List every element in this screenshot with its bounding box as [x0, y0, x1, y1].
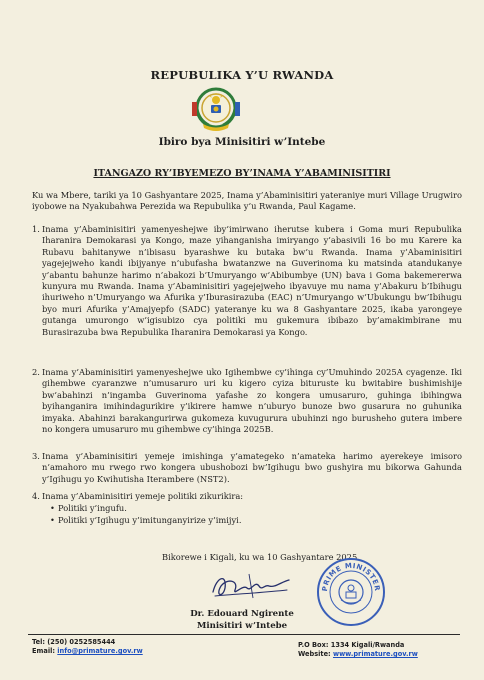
- list-item-4: [32, 491, 462, 526]
- list-item-number: 1.: [32, 224, 40, 234]
- email-link[interactable]: info@primature.gov.rw: [57, 647, 143, 655]
- po-box: P.O Box: 1334 Kigali/Rwanda: [298, 641, 405, 649]
- bullet-item: • Politiki y’ingufu.: [50, 503, 462, 514]
- list-item-2: [32, 367, 462, 435]
- list-item-number: 2.: [32, 367, 40, 377]
- signer-title: Minisitiri w’Intebe: [196, 621, 288, 631]
- signer-name: Dr. Edouard Ngirente: [190, 609, 294, 619]
- list-item-text: Inama y’Abaminisitiri yamenyeshejwe iby’imirwano iherutse kubera i Goma muri Repubulika Iharanira Demokarasi ya Kongo, maze yihanganisha imiryango y’abasivili 16 bo mu Karere ka Rubavu bahitanywe n’ibisasu byarashwe ku butaka bw’u Rwanda. Inama y’Abaminisitiri yagejejweho kandi ibijyanye n’ubufasha bwatanzwe na Guverinoma ku matsinda atandukanye y’abantu bahunze harimo n’abakozi b’Umuryango w’Abibumbye (UN) bava i Goma bakemererwa kunyura mu Rwanda. Inama y’Abaminisitiri yagejejweho ibyavuye mu nama y’Abakuru b’Ibihugu ihuriweho n’Umuryango wa Afurika y’Iburasirazuba (EAC) n’Umuryango w’Ubukungu bw’Ibihugu byo muri Afurika y’Amajyepfo (SADC) yateranye ku wa 8 Gashyantare 2025, ikaba yarongeye gutanga umurongo w’igisubizo cya politiki mu gukemura ibibazo by’amakimbirane mu Burasirazuba bwa Repubulika Iharanira Demokarasi ya Kongo.: [42, 224, 462, 337]
- footer-address: [298, 641, 418, 659]
- bullet-item: • Politiki y’Igihugu y’imitunganyirize y’imijyi.: [50, 515, 462, 526]
- list-item-text: Inama y’Abaminisitiri yemeje imishinga y’amategeko n’amateka harimo ayerekeye imisoro n’amahoro mu rwego rwo kongera ubushobozi bw’Igihugu bwo gushyira mu bikorwa Gahunda y’Igihugu yo Kwihutisha Iterambere (NST2).: [42, 451, 462, 484]
- list-item-3: [32, 451, 462, 485]
- email-label: Email:: [32, 647, 58, 655]
- policy-bullet-list: [50, 503, 462, 526]
- document-title: ITANGAZO RY’IBYEMEZO BY’INAMA Y’ABAMINISITIRI: [93, 168, 391, 179]
- footer-divider: [28, 634, 460, 635]
- signed-at: Bikorewe i Kigali, ku wa 10 Gashyantare 2025.: [162, 552, 360, 562]
- office-heading: Ibiro bya Minisitiri w’Intebe: [158, 136, 326, 148]
- signature-icon: [205, 566, 295, 606]
- republic-heading: REPUBULIKA Y’U RWANDA: [150, 68, 334, 82]
- stamp-text: PRIME MINISTER: [320, 561, 382, 592]
- tel-value: (250) 0252585444: [47, 638, 116, 646]
- list-item-number: 3.: [32, 451, 40, 461]
- website-label: Website:: [298, 650, 333, 658]
- rwanda-coat-of-arms-icon: [191, 84, 241, 134]
- list-item-number: 4.: [32, 491, 40, 501]
- website-link[interactable]: www.primature.gov.rw: [332, 650, 418, 658]
- intro-paragraph: Ku wa Mbere, tariki ya 10 Gashyantare 2025, Inama y’Abaminisitiri yateraniye muri Village Urugwiro iyobowe na Nyakubahwa Perezida wa Repubulika y’u Rwanda, Paul Kagame.: [32, 190, 462, 212]
- tel-label: Tel:: [32, 638, 48, 646]
- list-item-text: Inama y’Abaminisitiri yemeje politiki zikurikira:: [42, 491, 244, 501]
- list-item-1: [32, 224, 462, 338]
- footer-contact: [32, 638, 143, 656]
- list-item-text: Inama y’Abaminisitiri yamenyeshejwe uko Igihembwe cy’ihinga cy’Umuhindo 2025A cyagenze. Iki gihembwe cyaranzwe n’umusaruro uri ku kigero cyiza bituruste ku bwitabire bushimishije bw’abahinzi n’ingamba Guverinoma yafashe zo kongera umusaruro, guhinga ibihingwa byihanganira imihindagurikire y’ikirere hamwe n’uburyo bunoze bwo gusarura no guhunika imyaka. Abahinzi barakangurirwa gukomeza kuvugurura ubuhinzi ngo burusheho gutera imbere no kongera umusaruro mu gihembwe cy’ihinga 2025B.: [42, 367, 462, 435]
